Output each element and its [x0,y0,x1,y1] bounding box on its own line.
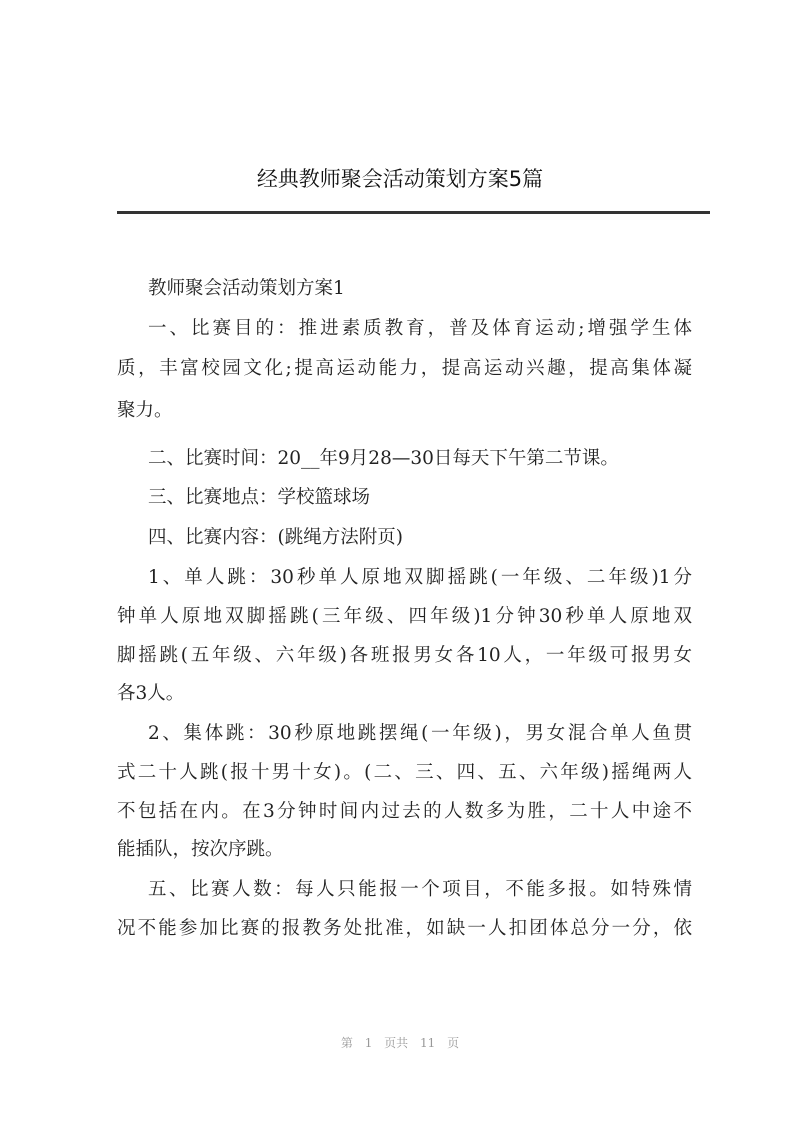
paragraph-line: 脚摇跳(五年级、六年级)各班报男女各10人，一年级可报男女 [117,645,692,666]
paragraph-line: 五、比赛人数：每人只能报一个项目，不能多报。如特殊情 [148,879,692,900]
paragraph-line: 聚力。 [117,400,173,421]
paragraph-line: 不包括在内。在3分钟时间内过去的人数多为胜，二十人中途不 [117,801,692,822]
paragraph-line: 1、单人跳：30秒单人原地双脚摇跳(一年级、二年级)1分 [148,567,692,588]
paragraph-line: 况不能参加比赛的报教务处批准，如缺一人扣团体总分一分，依 [117,918,692,939]
paragraph-line: 钟单人原地双脚摇跳(三年级、四年级)1分钟30秒单人原地双 [117,606,692,627]
document-title: 经典教师聚会活动策划方案5篇 [256,167,544,191]
section-heading: 教师聚会活动策划方案1 [148,278,345,299]
paragraph-line: 四、比赛内容：(跳绳方法附页) [148,527,403,548]
paragraph-line: 能插队，按次序跳。 [117,839,284,860]
page-number-footer: 第 1 页共 11 页 [340,1036,460,1050]
paragraph-line: 一、比赛目的：推进素质教育，普及体育运动;增强学生体 [148,318,692,339]
paragraph-line: 三、比赛地点：学校篮球场 [148,487,371,508]
paragraph-line: 式二十人跳(报十男十女)。(二、三、四、五、六年级)摇绳两人 [117,762,692,783]
paragraph-line: 2、集体跳：30秒原地跳摆绳(一年级)，男女混合单人鱼贯 [148,723,692,744]
paragraph-line: 各3人。 [117,683,185,704]
paragraph-line: 二、比赛时间：20__年9月28—30日每天下午第二节课。 [148,448,619,469]
paragraph-line: 质，丰富校园文化;提高运动能力，提高运动兴趣，提高集体凝 [117,358,692,379]
title-divider [117,211,710,214]
